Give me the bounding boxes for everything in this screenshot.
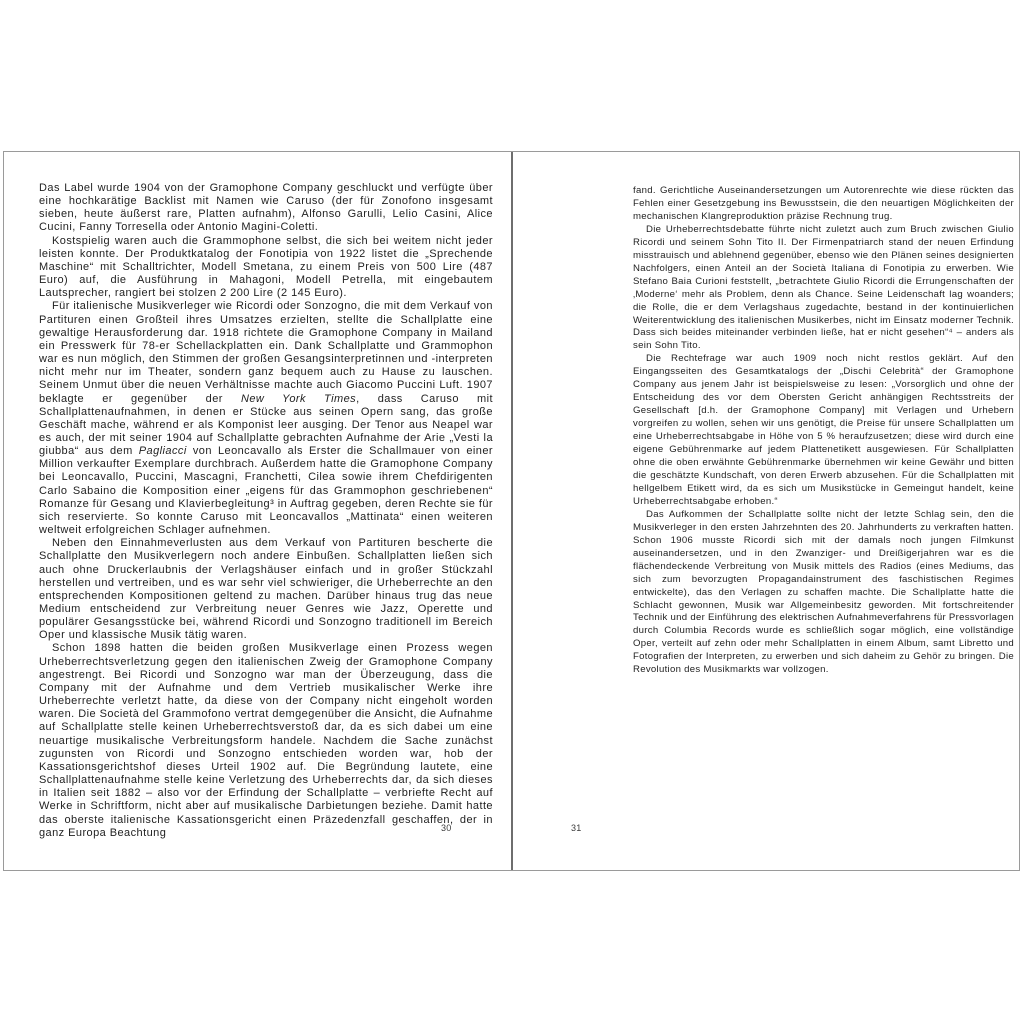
paragraph: Das Aufkommen der Schallplatte sollte nicht der letzte Schlag sein, den die Musikverleger in den ersten Jahrzehnten des 20. Jahrhunderts zu verkraften hatten. Schon 1906 musste Ricordi sich mit der damals noch jungen Filmkunst auseinandersetzen, und in den Zwanziger- und Dreißigerjahren war es die flächendeckende Verbreitung von Musik mittels des Radios (eines Mediums, das sich zum bevorzugten Propagandainstrument des faschistischen Regimes entwickelte), das den Verlagen zu schaffen machte. Die Schallplatte hatte die Schlacht gewonnen, Musik war Allgemeinbesitz geworden. Mit fortschreitender Technik und der Einführung des elektrischen Aufnahmeverfahrens für Pressvorlagen durch Columbia Records wurde es schließlich sogar möglich, eine vollständige Oper, verteilt auf zehn oder mehr Schallplatten in einem Album, samt Libretto und Fotografien der Interpreten, zu erwerben und sich daheim zu Gehör zu bringen. Die Revolution des Musikmarkts war vollzogen.: [633, 508, 1014, 676]
paragraph: Das Label wurde 1904 von der Gramophone Company geschluckt und verfügte über eine hochkarätige Backlist mit Namen wie Caruso (der für Zonofono insgesamt sieben, heute äußerst rare, Platten aufnahm), Alfonso Garulli, Lelio Casini, Alice Cucini, Fanny Torresella oder Antonio Magini-Coletti.: [39, 182, 493, 234]
left-page-text-column: [39, 182, 493, 842]
page-number-right: 31: [571, 823, 582, 833]
paragraph: Schon 1898 hatten die beiden großen Musikverlage einen Prozess wegen Urheberrechtsverletzung gegen den italienischen Zweig der Gramophone Company angestrengt. Bei Ricordi und Sonzogno war man der Überzeugung, dass die Company mit der Aufnahme und dem Vertrieb musikalischer Werke ihre Urheberrechte verletzt hatte, da diese von der Company nicht eingeholt worden waren. Die Società del Grammofono vertrat demgegenüber die Ansicht, die Aufnahme auf Schallplatte stelle keinen Urheberrechtsverstoß dar, da es sich dabei um eine neuartige musikalische Verbreitungsform handele. Nachdem die Sache zunächst zugunsten von Ricordi und Sonzogno entschieden worden war, hob der Kassationsgerichtshof dieses Urteil 1902 auf. Die Begründung lautete, eine Schallplattenaufnahme stelle keine Verletzung des Urheberrechts dar, da sich dieses in Italien seit 1882 – also vor der Erfindung der Schallplatte – verbriefte Recht auf Werke in Schriftform, nicht aber auf musikalische Darbietungen beziehe. Damit hatte das oberste italienische Kassationsgericht einen Präzedenzfall geschaffen, der in ganz Europa Beachtung: [39, 642, 493, 839]
book-spread: [3, 151, 1020, 871]
paragraph: Kostspielig waren auch die Grammophone selbst, die sich bei weitem nicht jeder leisten konnte. Der Produktkatalog der Fonotipia von 1922 listet die „Sprechende Maschine“ mit Schalltrichter, Modell Smetana, zu einem Preis von 500 Lire (487 Euro) auf, die Ausführung in Mahagoni, Modell Petrella, mit eingebautem Lautsprecher, rangiert bei stolzen 2 200 Lire (2 145 Euro).: [39, 234, 493, 300]
right-page-text-column: [633, 185, 1014, 855]
book-spine-divider: [511, 152, 513, 870]
paragraph: Die Urheberrechtsdebatte führte nicht zuletzt auch zum Bruch zwischen Giulio Ricordi und seinem Sohn Tito II. Der Firmenpatriarch stand der neuen Erfindung misstrauisch und ablehnend gegenüber, ebenso wie den Plänen seines designierten Nachfolgers, einen Anteil an der Società Italiana di Fonotipia zu erwerben. Wie Stefano Baia Curioni feststellt, „betrachtete Giulio Ricordi die Errungenschaften der ‚Moderne‘ mehr als Problem, denn als Chance. Seine Leidenschaft lag woanders; die Rolle, die er dem Verlagshaus zugedachte, bestand in der kontinuierlichen Weiterentwicklung des italienischen Musikerbes, nicht im Einsatz moderner Technik. Dass sich beides miteinander verbinden ließe, hat er nicht gesehen“⁴ – anders als sein Sohn Tito.: [633, 223, 1014, 352]
paragraph: Die Rechtefrage war auch 1909 noch nicht restlos geklärt. Auf den Eingangsseiten des Gesamtkatalogs der „Dischi Celebrità“ der Gramophone Company aus jenem Jahr ist beispielsweise zu lesen: „Vorsorglich und ohne der Entscheidung des vor dem Obersten Gericht anhängigen Rechtsstreits der Gesellschaft [d.h. der Gramophone Company] mit Verlagen und Urhebern vorgreifen zu wollen, sehen wir uns genötigt, die Preise für unsere Schallplatten um eine Urheberrechtsabgabe in Höhe von 5 % heraufzusetzen; diese wird durch eine eigene Gebührenmarke auf jedem Plattenetikett ausgewiesen. Für Schallplatten ohne die oben erwähnte Gebührenmarke übernehmen wir keine Gewähr und bitten die geschätzte Kundschaft, von deren Erwerb abzusehen. Für die Schallplatten mit hellgelbem Etikett wird, da es sich um Musikstücke in Gemeingut handelt, keine Urheberrechtsabgabe erhoben.“: [633, 353, 1014, 507]
paragraph: Neben den Einnahmeverlusten aus dem Verkauf von Partituren bescherte die Schallplatte den Musikverlegern noch andere Einbußen. Schallplatten ließen sich auch ohne Druckerlaubnis der Verlagshäuser einfach und in großer Stückzahl herstellen und vertreiben, und es war sehr viel schwieriger, die Urheberrechte an den entsprechenden Kompositionen geltend zu machen. Darüber hinaus trug das neue Medium entscheidend zur Verbreitung neuer Genres wie Jazz, Operette und populärer Gesangsstücke bei, während Ricordi und Sonzogno traditionell im Bereich Oper und klassische Musik tätig waren.: [39, 537, 493, 642]
page-number-left: 30: [441, 823, 452, 833]
paragraph: fand. Gerichtliche Auseinandersetzungen um Autorenrechte wie diese rückten das Fehlen einer Gesetzgebung ins Bewusstsein, die den neuartigen Möglichkeiten der mechanischen Klangreproduktion präzise Rechnung trug.: [633, 185, 1014, 222]
paragraph: Für italienische Musikverleger wie Ricordi oder Sonzogno, die mit dem Verkauf von Partituren einen Großteil ihres Umsatzes erzielten, stellte die Schallplatte eine gewaltige Herausforderung dar. 1918 richtete die Gramophone Company in Mailand ein Presswerk für 78-er Schellackplatten ein. Dank Schallplatte und Grammophon war es nun möglich, den Stimmen der großen Gesangsinterpretinnen und -interpreten nicht mehr nur im Theater, sondern ganz bequem auch zu Hause zu lauschen. Seinem Unmut über die neuen Verhältnisse machte auch Giacomo Puccini Luft. 1907 beklagte er gegenüber der New York Times, dass Caruso mit Schallplattenaufnahmen, in denen er Stücke aus seinen Opern sang, das große Geschäft mache, während er als Komponist leer ausging. Der Tenor aus Neapel war es auch, der mit seiner 1904 auf Schallplatte gebrachten Aufnahme der Arie „Vesti la giubba“ aus dem Pagliacci von Leoncavallo als Erster die Schallmauer von einer Million verkaufter Exemplare durchbrach. Außerdem hatte die Gramophone Company bei Leoncavallo, Puccini, Mascagni, Franchetti, Cilea sowie ihrem Chefdirigenten Carlo Sabaino die Komposition einer „eigens für das Grammophon geschriebenen“ Romanze für Gesang und Klavierbegleitung³ in Auftrag gegeben, deren Rechte sie für sich reservierte. So konnte Caruso mit Leoncavallos „Mattinata“ einen weiteren weltweit erfolgreichen Schlager aufnehmen.: [39, 300, 493, 537]
